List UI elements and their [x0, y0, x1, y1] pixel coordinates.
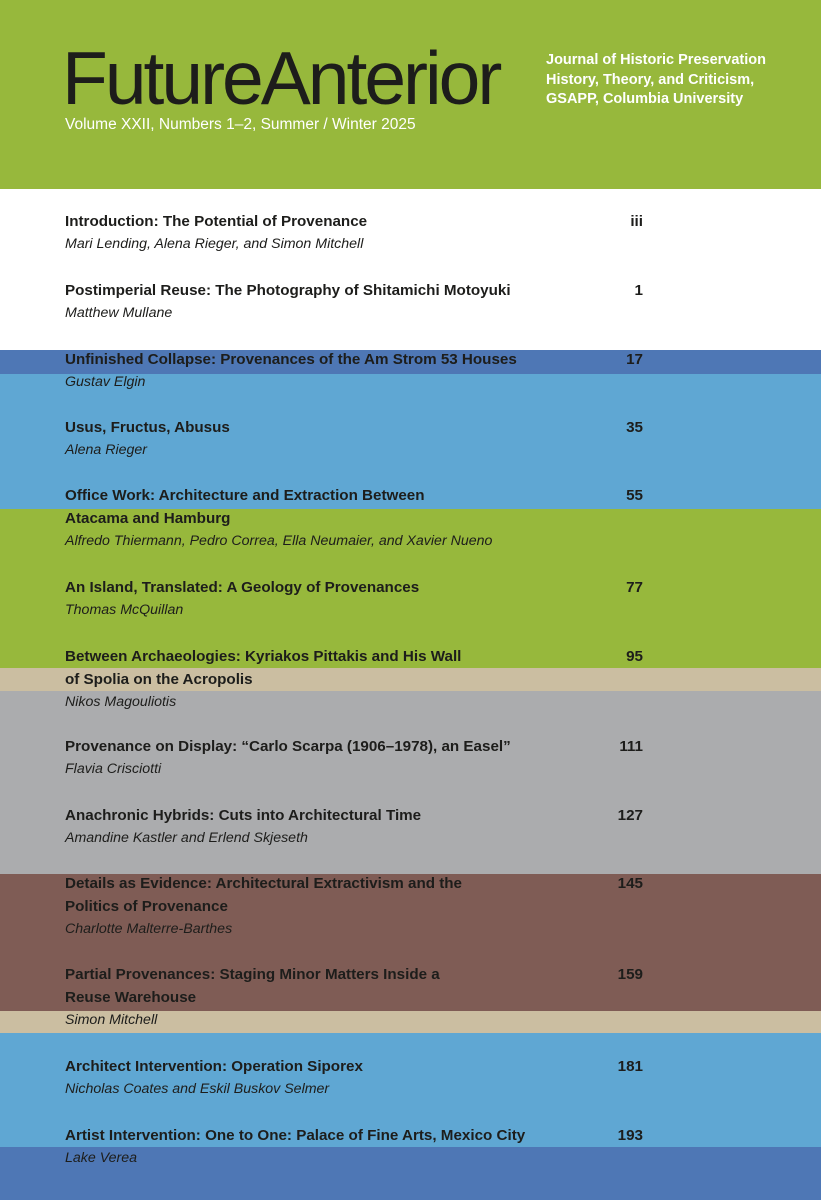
toc-authors: Simon Mitchell [65, 1012, 158, 1028]
toc-authors: Alfredo Thiermann, Pedro Correa, Ella Neumaier, and Xavier Nueno [65, 533, 493, 549]
journal-line: History, Theory, and Criticism, [546, 71, 755, 88]
toc-title: Usus, Fructus, Abusus [65, 419, 230, 436]
toc-entry [65, 735, 643, 781]
toc-title: Between Archaeologies: Kyriakos Pittakis and His Wall of Spolia on the Acropolis [65, 648, 462, 688]
toc-title: Unfinished Collapse: Provenances of the Am Strom 53 Houses [65, 351, 517, 368]
toc-authors: Alena Rieger [65, 442, 148, 458]
toc-authors: Nikos Magouliotis [65, 694, 177, 710]
toc-entry [65, 645, 643, 714]
toc-title: Details as Evidence: Architectural Extractivism and the Politics of Provenance [65, 875, 462, 915]
toc-title: Introduction: The Potential of Provenance [65, 213, 368, 230]
toc-entry [65, 348, 643, 394]
toc-entry [65, 963, 643, 1032]
journal-line: GSAPP, Columbia University [546, 91, 744, 107]
toc-title: Architect Intervention: Operation Siporex [65, 1058, 363, 1075]
toc-title: An Island, Translated: A Geology of Provenances [65, 579, 420, 596]
toc-entry [65, 416, 643, 462]
toc-authors: Amandine Kastler and Erlend Skjeseth [65, 830, 308, 846]
toc-authors: Thomas McQuillan [65, 602, 184, 618]
toc-entry [65, 804, 643, 850]
toc-page: 1 [634, 282, 643, 299]
toc-title: Partial Provenances: Staging Minor Matters Inside a Reuse Warehouse [65, 966, 440, 1006]
toc-entry [65, 1124, 643, 1170]
toc-entry [65, 484, 643, 553]
toc-title: Office Work: Architecture and Extraction Between Atacama and Hamburg [65, 487, 425, 527]
toc-page: 55 [626, 487, 643, 504]
toc-entry [65, 279, 643, 325]
toc-page: 35 [626, 419, 643, 436]
toc-page: 159 [617, 966, 643, 983]
toc-title: Postimperial Reuse: The Photography of Shitamichi Motoyuki [65, 282, 511, 299]
volume-info: Volume XXII, Numbers 1–2, Summer / Winter 2025 [65, 116, 416, 133]
toc-authors: Matthew Mullane [65, 305, 173, 321]
toc-page: 145 [617, 875, 643, 892]
toc-page: 17 [626, 351, 643, 368]
toc-entry [65, 1055, 643, 1101]
toc-authors: Gustav Elgin [65, 374, 146, 390]
toc-entry [65, 576, 643, 622]
toc-authors: Lake Verea [65, 1150, 138, 1166]
toc-authors: Nicholas Coates and Eskil Buskov Selmer [65, 1081, 330, 1097]
toc-authors: Flavia Crisciotti [65, 761, 162, 777]
toc-page: 193 [617, 1127, 643, 1144]
toc-title: Provenance on Display: “Carlo Scarpa (1906–1978), an Easel” [65, 738, 511, 755]
toc-page: 111 [619, 738, 643, 755]
journal-line: Journal of Historic Preservation [546, 52, 766, 68]
toc-title: Anachronic Hybrids: Cuts into Architectural Time [65, 807, 422, 824]
toc-authors: Charlotte Malterre-Barthes [65, 921, 233, 937]
toc-authors: Mari Lending, Alena Rieger, and Simon Mitchell [65, 236, 364, 252]
journal-logo: FutureAnterior [62, 36, 500, 120]
toc-page: 77 [626, 579, 643, 596]
toc-title: Artist Intervention: One to One: Palace of Fine Arts, Mexico City [65, 1127, 526, 1144]
toc-entry [65, 872, 643, 941]
toc-entry [65, 210, 643, 256]
toc-page: 95 [626, 648, 643, 665]
toc-page: iii [630, 213, 643, 230]
toc-page: 127 [617, 807, 643, 824]
toc-page: 181 [617, 1058, 643, 1075]
journal-description [546, 51, 816, 110]
